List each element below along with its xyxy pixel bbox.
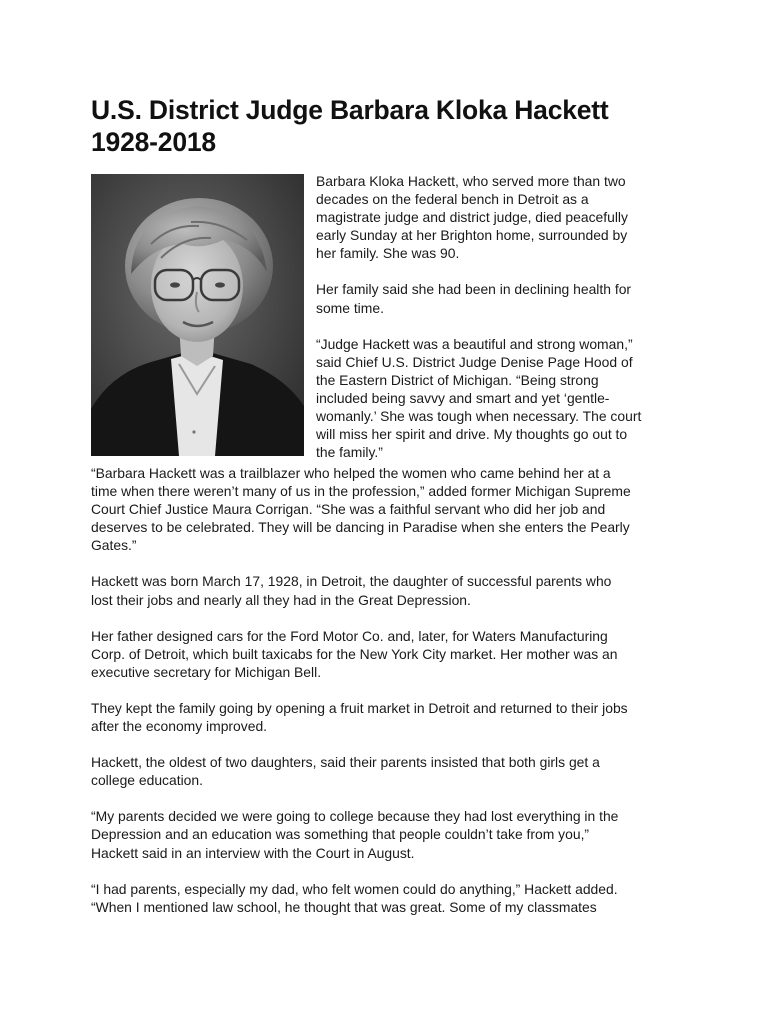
text-line: time when there weren’t many of us in the profession,” added former Michigan Supreme: [91, 483, 631, 500]
text-line: her family. She was 90.: [316, 245, 460, 262]
text-line: lost their jobs and nearly all they had in the Great Depression.: [91, 591, 471, 608]
text-line: Her father designed cars for the Ford Motor Co. and, later, for Waters Manufacturing: [91, 627, 608, 644]
paragraph: [316, 280, 681, 316]
text-line: deserves to be celebrated. They will be dancing in Paradise when she enters the Pearly: [91, 519, 630, 536]
text-line: They kept the family going by opening a fruit market in Detroit and returned to their jobs: [91, 699, 628, 716]
text-line: executive secretary for Michigan Bell.: [91, 663, 322, 680]
text-line: “Barbara Hackett was a trailblazer who helped the women who came behind her at a: [91, 465, 611, 481]
text-line: Barbara Kloka Hackett, who served more than two: [316, 173, 626, 189]
text-line: Court Chief Justice Maura Corrigan. “She was a faithful servant who did her job and: [91, 501, 606, 518]
intro-section: [91, 174, 681, 464]
text-line: decades on the federal bench in Detroit as a: [316, 191, 589, 208]
article-body: [91, 464, 681, 916]
text-line: Her family said she had been in declining health for: [316, 281, 632, 298]
article: [91, 94, 681, 934]
paragraph: [91, 699, 681, 735]
text-line: “My parents decided we were going to college because they had lost everything in the: [91, 808, 619, 825]
text-line: womanly.’ She was tough when necessary. The court: [316, 408, 642, 425]
paragraph: [91, 572, 681, 608]
text-line: magistrate judge and district judge, died peacefully: [316, 209, 628, 226]
text-line: “When I mentioned law school, he thought that was great. Some of my classmates: [91, 898, 597, 915]
text-line: college education.: [91, 772, 203, 789]
paragraph: [91, 753, 681, 789]
side-column: [316, 172, 681, 479]
text-line: after the economy improved.: [91, 718, 268, 735]
text-line: Hackett, the oldest of two daughters, said their parents insisted that both girls get a: [91, 754, 600, 771]
paragraph: [91, 627, 681, 681]
text-line: Hackett said in an interview with the Court in August.: [91, 844, 415, 861]
text-line: said Chief U.S. District Judge Denise Page Hood of: [316, 353, 633, 370]
text-line: the family.”: [316, 444, 383, 461]
text-line: Hackett was born March 17, 1928, in Detroit, the daughter of successful parents who: [91, 573, 612, 590]
text-line: will miss her spirit and drive. My thoughts go out to: [316, 426, 628, 443]
paragraph: [91, 880, 681, 916]
portrait-photo-icon: [91, 174, 304, 456]
title-line: 1928-2018: [91, 127, 216, 157]
text-line: “I had parents, especially my dad, who felt women could do anything,” Hackett added.: [91, 880, 618, 897]
paragraph: [316, 335, 681, 462]
title-line: U.S. District Judge Barbara Kloka Hackett: [91, 95, 609, 125]
paragraph: [316, 172, 681, 262]
text-line: Gates.”: [91, 537, 137, 554]
paragraph: [91, 807, 681, 861]
text-line: the Eastern District of Michigan. “Being strong: [316, 371, 599, 388]
text-line: “Judge Hackett was a beautiful and strong woman,”: [316, 335, 633, 352]
portrait-photo: [91, 174, 304, 456]
text-line: early Sunday at her Brighton home, surrounded by: [316, 227, 628, 244]
text-line: Depression and an education was something that people couldn’t take from you,”: [91, 826, 590, 843]
text-line: included being savvy and smart and yet ‘gentle-: [316, 389, 610, 406]
article-title: [91, 94, 681, 158]
text-line: some time.: [316, 299, 384, 316]
text-line: Corp. of Detroit, which built taxicabs for the New York City market. Her mother was an: [91, 645, 618, 662]
